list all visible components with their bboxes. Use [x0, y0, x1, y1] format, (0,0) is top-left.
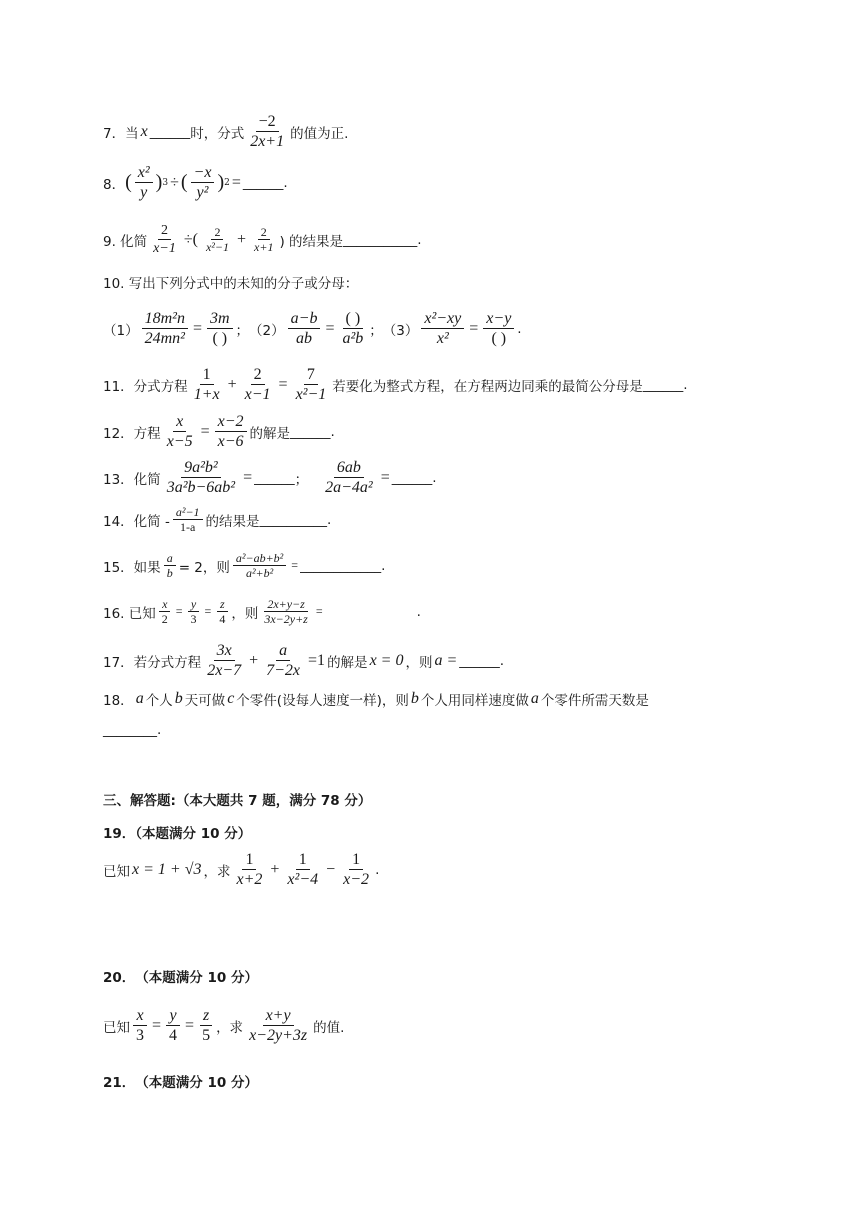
- q20-title: 20． （本题满分 10 分）: [103, 970, 258, 986]
- q9-label: 9. 化简: [103, 233, 148, 250]
- q13-blank-1: ______: [254, 469, 295, 486]
- q8-blank: ______: [242, 174, 284, 191]
- q12-fraction-2: $\frac{x-2}{x-6}$: [215, 412, 247, 451]
- q12-fraction-1: $\frac{x}{x-5}$: [166, 413, 193, 450]
- q11-fraction-2: $\frac{2}{x-1}$: [244, 366, 271, 403]
- q17-fraction-2: $\frac{a}{7-2x}$: [266, 642, 301, 679]
- q20-fraction-y: $\frac{y}{4}$: [166, 1006, 180, 1045]
- question-19: 已知 x = 1 + √3 ，求 $\frac{1}{x+2}$ + $\frac{1}{\text{x²−4}}$ − $\frac{1}{x-2}$ .: [103, 851, 380, 888]
- q16-fraction: $\frac{2x+y-z}{3x-2y+z}$: [264, 597, 308, 626]
- q21-title: 21． （本题满分 10 分）: [103, 1075, 258, 1091]
- q17-blank: ______: [459, 652, 500, 669]
- q10-p1-right: $\frac{3m}{( )}$: [207, 309, 233, 348]
- question-13: 13．化简 $\frac{\text{9a²b²}}{\text{3a²b−6ab²}}$ = ______ ； $\frac{6ab}{\text{2a−4a²}}$ = ______ .: [103, 459, 437, 496]
- question-18-answer: ________ .: [103, 722, 162, 738]
- q19-fraction-3: $\frac{1}{x-2}$: [343, 851, 370, 888]
- q8-fraction-b: $\frac{-x}{\text{y²}}$: [191, 163, 215, 202]
- q8-fraction-a: $\frac{\text{x²}}{y}$: [135, 163, 153, 202]
- q16-fraction-x: $\frac{x}{2}$: [159, 597, 171, 626]
- q7-label: 7．当: [103, 125, 139, 142]
- q8-op: ÷: [170, 173, 179, 191]
- q7-blank: ______: [149, 123, 191, 140]
- question-20-heading: [103, 966, 258, 986]
- q13-fraction-2: $\frac{6ab}{\text{2a−4a²}}$: [325, 459, 373, 496]
- question-15: 15．如果 $\frac{a}{b}$ = 2，则 $\frac{\text{a²−ab+b²}}{\text{a²+b²}}$ = ____________ .: [103, 551, 386, 580]
- question-17: 17．若分式方程 $\frac{3x}{2x-7}$ + $\frac{a}{7-2x}$ =1 的解是 x = 0 ，则 a = ______ .: [103, 642, 505, 679]
- q20-fraction: $\frac{x+y}{x-2y+3z}$: [249, 1007, 308, 1044]
- q12-label: 12．方程: [103, 425, 161, 442]
- question-10-parts: （1） $\frac{\text{18m²n}}{\text{24mn²}}$ = $\frac{3m}{( )}$ ； （2） $\frac{a-b}{ab}$ = $\frac{( )}{\text{a²b}}$ ； （3） $\frac{\text{x²−xy}}{\text{x²}}$ = $\frac{x-y}{( )}$ .: [103, 310, 522, 347]
- q14-label: 14．化简 -: [103, 513, 170, 530]
- q10-p2-right: $\frac{( )}{\text{a²b}}$: [342, 310, 364, 347]
- question-18: 18． a 个人 b 天可做 c 个零件(设每人速度一样)，则 b 个人用同样速度做 a 个零件所需天数是: [103, 690, 649, 709]
- q13-fraction-1: $\frac{\text{9a²b²}}{\text{3a²b−6ab²}}$: [166, 459, 236, 496]
- q9-blank: ___________: [343, 231, 418, 248]
- question-11: 11．分式方程 $\frac{1}{1+x}$ + $\frac{2}{x-1}$ = $\frac{7}{\text{x²−1}}$ 若要化为整式方程，在方程两边同乘的最简公分母是 ______ .: [103, 366, 688, 403]
- q13-label: 13．化简: [103, 471, 161, 488]
- q7-fraction: $\frac{-2}{2x+1}$: [250, 113, 285, 150]
- q17-condition: x = 0: [369, 651, 404, 669]
- q10-p3-right: $\frac{x-y}{( )}$: [483, 309, 514, 348]
- q11-label: 11．分式方程: [103, 378, 188, 395]
- section-3-title: 三、解答题:（本大题共 7 题，满分 78 分）: [103, 793, 372, 809]
- question-10: [103, 272, 358, 292]
- question-21-heading: [103, 1071, 258, 1091]
- section-3-heading: [103, 789, 371, 809]
- q15-condition-fraction: $\frac{a}{b}$: [164, 551, 176, 580]
- q17-fraction-1: $\frac{3x}{2x-7}$: [207, 642, 242, 679]
- q19-fraction-2: $\frac{1}{\text{x²−4}}$: [287, 851, 319, 888]
- question-14: 14．化简 - $\frac{\text{a²−1}}{1-a}$ 的结果是 __________ .: [103, 505, 332, 534]
- q15-fraction: $\frac{\text{a²−ab+b²}}{\text{a²+b²}}$: [233, 551, 286, 580]
- q18-blank: ________: [103, 722, 157, 738]
- question-16: 16. 已知 $\frac{x}{2}$ = $\frac{y}{3}$ = $\frac{z}{4}$ ，则 $\frac{2x+y-z}{3x-2y+z}$ = .: [103, 597, 421, 626]
- q17-label: 17．若分式方程: [103, 654, 202, 671]
- q19-condition: x = 1 + √3: [132, 860, 202, 878]
- q8-label: 8．: [103, 176, 126, 193]
- q14-blank: __________: [259, 511, 328, 528]
- q11-blank: ______: [642, 376, 684, 393]
- q14-fraction: $\frac{\text{a²−1}}{1-a}$: [173, 505, 203, 534]
- q18-label: 18．: [103, 693, 134, 709]
- question-12: 12．方程 $\frac{x}{x-5}$ = $\frac{x-2}{x-6}$ 的解是 ______ .: [103, 413, 335, 450]
- q15-blank: ____________: [300, 557, 382, 574]
- q9-fraction-2: $\frac{2}{\text{x²−1}}$: [205, 225, 229, 254]
- q15-label: 15．如果: [103, 559, 161, 576]
- q10-p2-left: $\frac{a-b}{ab}$: [288, 309, 321, 348]
- q10-p3-left: $\frac{\text{x²−xy}}{\text{x²}}$: [421, 309, 464, 348]
- q12-blank: ______: [290, 423, 331, 440]
- q7-var: x: [140, 122, 148, 140]
- q11-fraction-3: $\frac{7}{\text{x²−1}}$: [295, 366, 327, 403]
- q16-label: 16. 已知: [103, 605, 156, 622]
- q20-fraction-x: $\frac{x}{3}$: [133, 1006, 147, 1045]
- q11-fraction-1: $\frac{1}{1+x}$: [193, 366, 220, 403]
- q7-mid: 时，分式: [190, 125, 245, 142]
- q16-fraction-y: $\frac{y}{3}$: [188, 597, 200, 626]
- q19-fraction-1: $\frac{1}{x+2}$: [236, 851, 263, 888]
- q16-fraction-z: $\frac{z}{4}$: [216, 597, 228, 626]
- q20-fraction-z: $\frac{z}{5}$: [199, 1006, 213, 1045]
- q10-text: 10. 写出下列分式中的未知的分子或分母：: [103, 276, 359, 292]
- q9-fraction-3: $\frac{2}{x+1}$: [254, 225, 274, 254]
- question-8: 8． ( $\frac{\text{x²}}{y}$ ) 3 ÷ ( $\frac{-x}{\text{y²}}$ ) 2 = ______ .: [103, 164, 288, 201]
- q8-eq: =: [231, 173, 241, 191]
- question-7: [103, 112, 348, 151]
- question-20: 已知 $\frac{x}{3}$ = $\frac{y}{4}$ = $\frac{z}{5}$ ，求 $\frac{x+y}{x-2y+3z}$ 的值.: [103, 1007, 345, 1044]
- q9-fraction-1: $\frac{2}{x-1}$: [153, 223, 176, 256]
- question-9: 9. 化简 $\frac{2}{x-1}$ ÷( $\frac{2}{\text{x²−1}}$ + $\frac{2}{x+1}$ ) 的结果是 ___________ .: [103, 223, 422, 256]
- q10-p1-left: $\frac{\text{18m²n}}{\text{24mn²}}$: [142, 309, 188, 348]
- q13-blank-2: ______: [391, 469, 433, 486]
- q19-title: 19．（本题满分 10 分）: [103, 826, 252, 842]
- question-19-heading: [103, 822, 251, 842]
- q7-tail: 的值为正.: [290, 125, 349, 142]
